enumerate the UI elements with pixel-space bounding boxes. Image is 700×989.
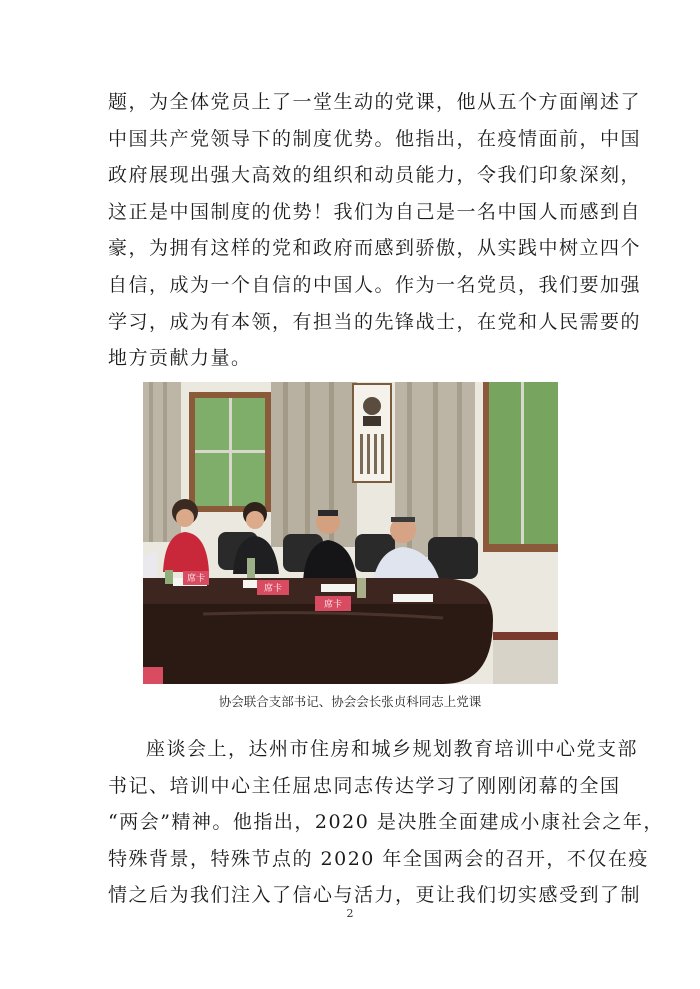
nameplate-text: 席卡 — [187, 574, 206, 584]
text-line: 中国共产党领导下的制度优势。他指出，在疫情面前，中国 — [108, 127, 642, 150]
text-line: 座谈会上，达州市住房和城乡规划教育培训中心党支部 — [146, 738, 639, 760]
text-line: 地方贡献力量。 — [108, 347, 252, 370]
text-line: “两会”精神。他指出，2020 是决胜全面建成小康社会之年， — [108, 811, 664, 834]
nameplate-text: 席卡 — [324, 600, 343, 610]
text-line: 豪，为拥有这样的党和政府而感到骄傲，从实践中树立四个 — [108, 237, 642, 260]
meeting-photo-illustration — [143, 382, 558, 684]
text-line: 政府展现出强大高效的组织和动员能力，令我们印象深刻， — [108, 164, 642, 187]
text-line: 学习，成为有本领，有担当的先锋战士，在党和人民需要的 — [108, 310, 642, 333]
text-line: 题，为全体党员上了一堂生动的党课，他从五个方面阐述了 — [108, 91, 642, 113]
meeting-photo — [143, 382, 558, 684]
photo-caption: 协会联合支部书记、协会会长张贞科同志上党课 — [218, 694, 482, 709]
text-line: 特殊背景，特殊节点的 2020 年全国两会的召开，不仅在疫 — [108, 847, 649, 870]
page-number: 2 — [346, 907, 354, 920]
nameplate-text: 席卡 — [264, 584, 283, 594]
text-line: 书记、培训中心主任屈忠同志传达学习了刚刚闭幕的全国 — [108, 774, 621, 797]
text-line: 这正是中国制度的优势！我们为自己是一名中国人而感到自 — [108, 200, 642, 223]
text-line: 自信，成为一个自信的中国人。作为一名党员，我们要加强 — [108, 273, 642, 296]
paragraph-2 — [108, 731, 664, 914]
paragraph-1 — [108, 84, 642, 377]
text-line: 情之后为我们注入了信心与活力，更让我们切实感受到了制 — [108, 884, 642, 907]
